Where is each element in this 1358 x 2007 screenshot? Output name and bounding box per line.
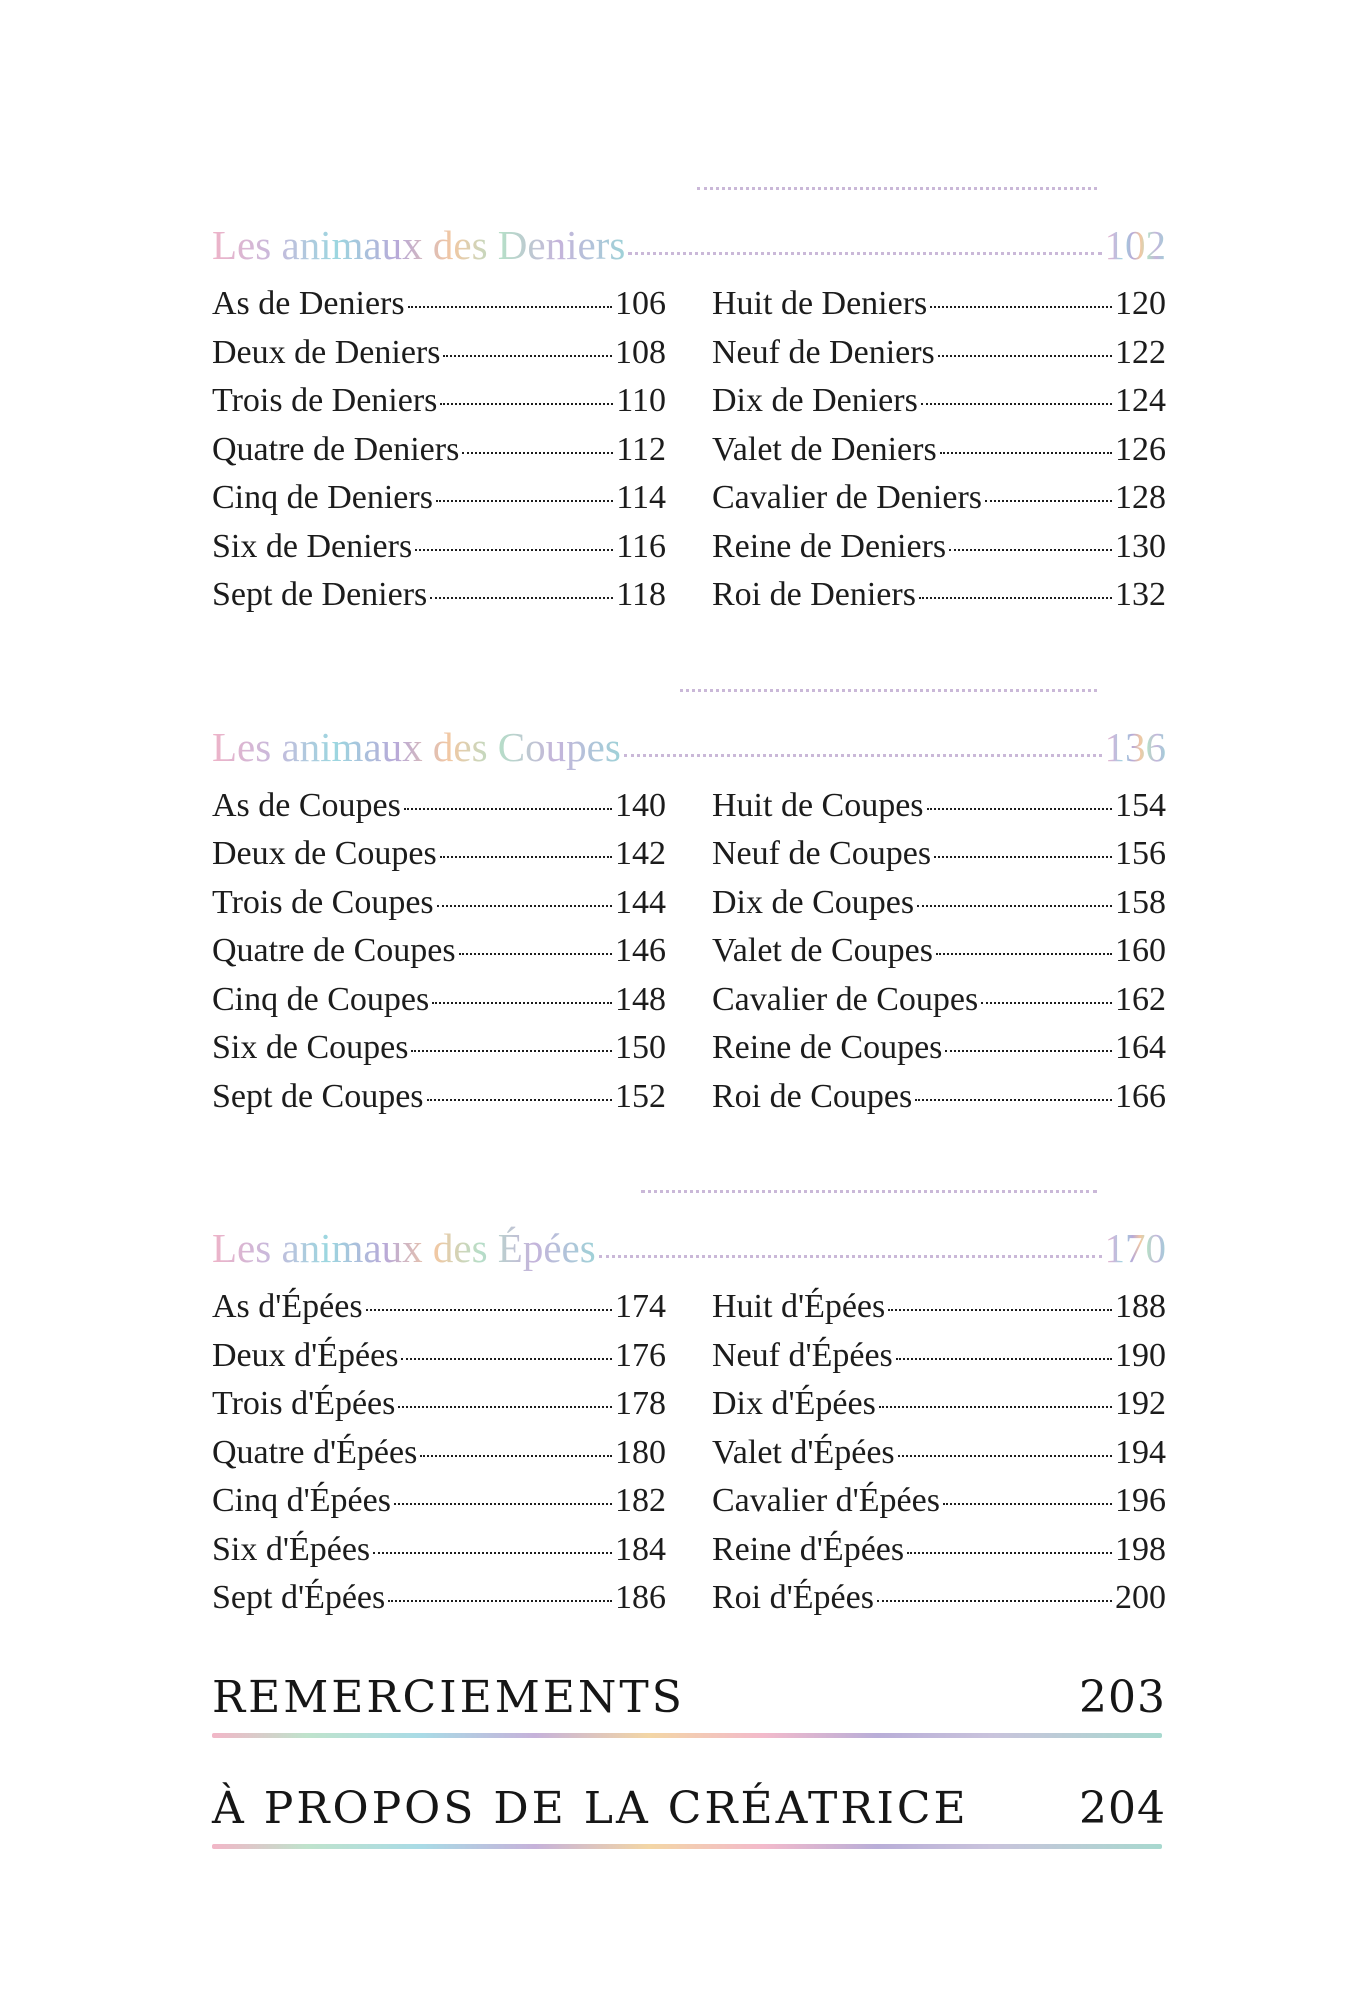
animal-page-number: 102	[1105, 212, 1167, 278]
card-entry[interactable]	[212, 1283, 666, 1332]
gradient-divider	[212, 1733, 1162, 1738]
dot-leader	[411, 1050, 612, 1052]
card-label: Quatre de Deniers	[212, 430, 460, 468]
card-entry[interactable]	[712, 782, 1166, 831]
card-entry[interactable]	[712, 523, 1166, 572]
card-label: Quatre d'Épées	[212, 1433, 418, 1471]
card-label: Trois de Deniers	[212, 382, 438, 419]
card-label: Roi de Coupes	[712, 1077, 913, 1115]
card-page-number: 128	[1115, 479, 1166, 516]
animal-page-number: 136	[1105, 714, 1167, 780]
card-label: Huit de Deniers	[712, 285, 928, 322]
card-entry[interactable]	[712, 426, 1166, 475]
dot-leader	[394, 1503, 612, 1505]
card-page-number: 200	[1115, 1579, 1166, 1616]
card-entry[interactable]	[712, 1283, 1166, 1332]
dot-leader	[388, 1600, 612, 1602]
card-page-number: 178	[615, 1385, 666, 1422]
suite-page-number: 169	[1100, 1160, 1166, 1207]
card-entry[interactable]	[212, 1574, 666, 1623]
dot-leader	[432, 1002, 612, 1004]
card-page-number: 166	[1115, 1077, 1166, 1115]
card-columns	[212, 1283, 1166, 1623]
dot-leader	[641, 1190, 1097, 1193]
card-page-number: 142	[615, 835, 666, 872]
card-entry[interactable]	[712, 329, 1166, 378]
dot-leader	[888, 1309, 1112, 1311]
dot-leader	[420, 1455, 612, 1457]
card-page-number: 186	[615, 1579, 666, 1616]
suite-coupes	[212, 652, 1166, 1122]
dot-leader	[896, 1358, 1112, 1360]
suite-page-number: 101	[1100, 157, 1166, 204]
card-label: As d'Épées	[212, 1288, 363, 1325]
card-label: Cavalier d'Épées	[712, 1482, 940, 1519]
card-label: Six d'Épées	[212, 1530, 371, 1568]
card-page-number: 184	[615, 1530, 666, 1568]
card-label: Cavalier de Coupes	[712, 980, 979, 1018]
card-label: As de Deniers	[212, 285, 405, 322]
dot-leader	[459, 953, 612, 955]
card-entry[interactable]	[712, 1073, 1166, 1122]
dot-leader	[949, 549, 1112, 551]
card-page-number: 108	[615, 333, 666, 371]
animal-title: Les animaux des Deniers	[212, 212, 625, 278]
card-label: Neuf de Coupes	[712, 835, 932, 872]
card-entry[interactable]	[712, 830, 1166, 879]
card-page-number: 174	[615, 1288, 666, 1325]
dot-leader	[945, 1050, 1112, 1052]
card-label: Cinq d'Épées	[212, 1482, 391, 1519]
card-label: Cavalier de Deniers	[712, 479, 982, 516]
card-page-number: 126	[1115, 430, 1166, 468]
card-label: Roi d'Épées	[712, 1579, 874, 1616]
suite-deniers	[212, 150, 1166, 620]
dot-leader	[943, 1503, 1112, 1505]
card-page-number: 158	[1115, 883, 1166, 921]
card-label: Dix de Deniers	[712, 382, 918, 419]
card-page-number: 194	[1115, 1433, 1166, 1471]
dot-leader	[366, 1309, 612, 1311]
dot-leader	[398, 1406, 612, 1408]
dot-leader	[917, 905, 1112, 907]
suite-title: LA SUITE DES DENIERS	[212, 157, 694, 204]
card-page-number: 132	[1115, 576, 1166, 613]
suite-title: LA SUITE DES ÉPÉES	[212, 1160, 638, 1207]
card-entry[interactable]	[212, 571, 666, 620]
remerciements-page-number: 203	[1079, 1671, 1166, 1723]
card-page-number: 120	[1115, 285, 1166, 322]
dot-leader	[624, 754, 1102, 757]
dot-leader	[985, 500, 1112, 502]
card-label: Reine de Coupes	[712, 1029, 943, 1066]
card-entry[interactable]	[212, 426, 666, 475]
dot-leader	[401, 1358, 612, 1360]
dot-leader	[921, 403, 1112, 405]
remerciements-label: REMERCIEMENTS	[212, 1671, 685, 1723]
suite-title-entry[interactable]	[212, 652, 1166, 714]
card-label: Deux d'Épées	[212, 1336, 399, 1374]
dot-leader	[440, 856, 612, 858]
card-entry[interactable]	[712, 1574, 1166, 1623]
card-column-left	[212, 782, 666, 1122]
suite-epees	[212, 1153, 1166, 1623]
animal-title: Les animaux des Coupes	[212, 714, 621, 780]
card-page-number: 140	[615, 786, 666, 824]
card-label: Deux de Coupes	[212, 835, 437, 872]
suite-title-entry[interactable]	[212, 150, 1166, 212]
card-entry[interactable]	[212, 1380, 666, 1429]
card-label: Roi de Deniers	[712, 576, 916, 613]
dot-leader	[879, 1406, 1112, 1408]
card-label: As de Coupes	[212, 786, 401, 824]
card-entry[interactable]	[712, 1526, 1166, 1575]
animal-title-entry[interactable]	[212, 714, 1166, 780]
card-label: Cinq de Coupes	[212, 980, 430, 1018]
suite-title-entry[interactable]	[212, 1153, 1166, 1215]
card-page-number: 176	[615, 1336, 666, 1374]
card-entry[interactable]	[212, 523, 666, 572]
dot-leader	[427, 1099, 612, 1101]
animal-page-number: 170	[1105, 1215, 1167, 1281]
dot-leader	[898, 1455, 1112, 1457]
card-entry[interactable]	[212, 830, 666, 879]
card-label: Six de Deniers	[212, 527, 413, 565]
table-of-contents	[212, 150, 1166, 1849]
card-label: Dix d'Épées	[712, 1385, 876, 1422]
card-label: Valet de Deniers	[712, 430, 937, 468]
card-entry[interactable]	[712, 1477, 1166, 1526]
suite-title: LA SUITE DES COUPES	[212, 658, 677, 706]
card-page-number: 196	[1115, 1482, 1166, 1519]
dot-leader	[430, 597, 613, 599]
card-column-right	[712, 1283, 1166, 1623]
card-entry[interactable]	[212, 1024, 666, 1073]
card-label: Sept de Deniers	[212, 576, 428, 613]
card-columns	[212, 280, 1166, 620]
animal-title: Les animaux des Épées	[212, 1215, 596, 1281]
card-label: Six de Coupes	[212, 1029, 409, 1066]
card-label: Reine de Deniers	[712, 527, 947, 565]
dot-leader	[981, 1002, 1112, 1004]
apropos-page-number: 204	[1079, 1782, 1166, 1834]
card-entry[interactable]	[212, 1477, 666, 1526]
card-entry[interactable]	[212, 280, 666, 329]
card-page-number: 160	[1115, 932, 1166, 969]
dot-leader	[940, 452, 1112, 454]
dot-leader	[599, 1255, 1102, 1258]
dot-leader	[934, 856, 1112, 858]
dot-leader	[628, 252, 1101, 255]
dot-leader	[415, 549, 613, 551]
card-page-number: 154	[1115, 786, 1166, 824]
card-columns	[212, 782, 1166, 1122]
card-page-number: 112	[616, 430, 666, 468]
card-label: Sept de Coupes	[212, 1077, 424, 1115]
card-label: Dix de Coupes	[712, 883, 915, 921]
card-page-number: 162	[1115, 980, 1166, 1018]
card-entry[interactable]	[212, 329, 666, 378]
card-entry[interactable]	[212, 879, 666, 928]
card-page-number: 192	[1115, 1385, 1166, 1422]
card-entry[interactable]	[712, 976, 1166, 1025]
card-entry[interactable]	[212, 1526, 666, 1575]
card-page-number: 106	[615, 285, 666, 322]
dot-leader	[927, 808, 1112, 810]
card-label: Huit d'Épées	[712, 1288, 886, 1325]
card-entry[interactable]	[712, 1380, 1166, 1429]
card-label: Quatre de Coupes	[212, 932, 456, 969]
card-page-number: 182	[615, 1482, 666, 1519]
card-page-number: 180	[615, 1433, 666, 1471]
card-page-number: 122	[1115, 333, 1166, 371]
dot-leader	[373, 1552, 612, 1554]
card-label: Reine d'Épées	[712, 1530, 905, 1568]
card-entry[interactable]	[212, 976, 666, 1025]
card-label: Trois de Coupes	[212, 883, 434, 921]
card-entry[interactable]	[712, 280, 1166, 329]
card-page-number: 148	[615, 980, 666, 1018]
card-label: Trois d'Épées	[212, 1385, 396, 1422]
gradient-divider	[212, 1844, 1162, 1849]
card-page-number: 114	[616, 479, 666, 516]
card-entry[interactable]	[712, 1429, 1166, 1478]
dot-leader	[907, 1552, 1112, 1554]
dot-leader	[915, 1099, 1112, 1101]
card-page-number: 116	[616, 527, 666, 565]
dot-leader	[877, 1600, 1112, 1602]
card-entry[interactable]	[212, 1332, 666, 1381]
card-entry[interactable]	[712, 474, 1166, 523]
card-label: Neuf d'Épées	[712, 1336, 893, 1374]
card-entry[interactable]	[212, 782, 666, 831]
dot-leader	[440, 403, 613, 405]
card-page-number: 150	[615, 1029, 666, 1066]
dot-leader	[437, 905, 612, 907]
card-entry[interactable]	[212, 1429, 666, 1478]
card-page-number: 188	[1115, 1288, 1166, 1325]
card-entry[interactable]	[712, 1332, 1166, 1381]
dot-leader	[938, 355, 1112, 357]
dot-leader	[462, 452, 613, 454]
card-entry[interactable]	[712, 927, 1166, 976]
card-column-left	[212, 280, 666, 620]
dot-leader	[930, 306, 1112, 308]
card-page-number: 198	[1115, 1530, 1166, 1568]
card-page-number: 144	[615, 883, 666, 921]
card-entry[interactable]	[212, 1073, 666, 1122]
dot-leader	[443, 355, 612, 357]
dot-leader	[404, 808, 612, 810]
dot-leader	[408, 306, 612, 308]
animal-title-entry[interactable]	[212, 1215, 1166, 1281]
card-label: Sept d'Épées	[212, 1579, 386, 1616]
card-entry[interactable]	[212, 927, 666, 976]
card-entry[interactable]	[712, 1024, 1166, 1073]
apropos-entry[interactable]	[212, 1774, 1166, 1844]
card-entry[interactable]	[712, 571, 1166, 620]
suite-page-number: 135	[1100, 658, 1166, 706]
card-page-number: 118	[616, 576, 666, 613]
card-column-right	[712, 782, 1166, 1122]
card-page-number: 124	[1115, 382, 1166, 419]
card-column-left	[212, 1283, 666, 1623]
card-page-number: 164	[1115, 1029, 1166, 1066]
card-label: Valet d'Épées	[712, 1433, 895, 1471]
card-entry[interactable]	[212, 377, 666, 426]
dot-leader	[680, 689, 1097, 692]
dot-leader	[697, 187, 1097, 190]
remerciements-entry[interactable]	[212, 1663, 1166, 1733]
card-label: Cinq de Deniers	[212, 479, 433, 516]
card-page-number: 156	[1115, 835, 1166, 872]
card-page-number: 152	[615, 1077, 666, 1115]
card-label: Valet de Coupes	[712, 932, 933, 969]
card-label: Deux de Deniers	[212, 333, 441, 371]
card-label: Huit de Coupes	[712, 786, 924, 824]
card-entry[interactable]	[712, 377, 1166, 426]
card-page-number: 146	[615, 932, 666, 969]
apropos-section	[212, 1774, 1166, 1849]
card-page-number: 130	[1115, 527, 1166, 565]
card-page-number: 110	[616, 382, 666, 419]
dot-leader	[919, 597, 1112, 599]
card-entry[interactable]	[212, 474, 666, 523]
apropos-label: À PROPOS DE LA CRÉATRICE	[212, 1782, 969, 1834]
card-page-number: 190	[1115, 1336, 1166, 1374]
remerciements-section	[212, 1663, 1166, 1738]
card-column-right	[712, 280, 1166, 620]
card-label: Neuf de Deniers	[712, 333, 935, 371]
dot-leader	[436, 500, 613, 502]
dot-leader	[936, 953, 1112, 955]
animal-title-entry[interactable]	[212, 212, 1166, 278]
card-entry[interactable]	[712, 879, 1166, 928]
